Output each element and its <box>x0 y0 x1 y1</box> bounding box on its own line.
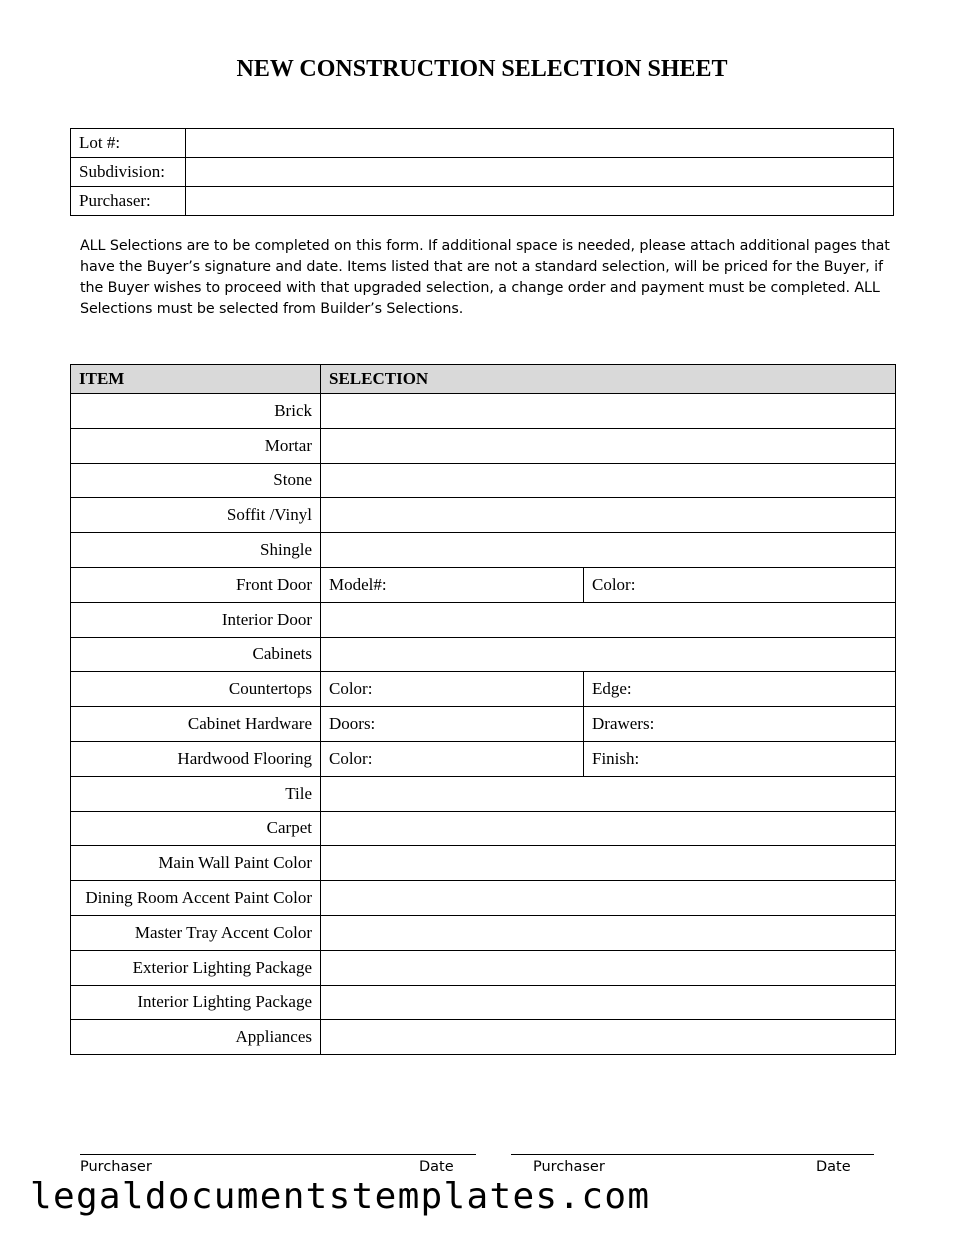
item-label: Countertops <box>71 672 321 707</box>
selection-row <box>71 985 896 1020</box>
item-label: Cabinets <box>71 637 321 672</box>
selection-row <box>71 707 896 742</box>
selection-field[interactable] <box>321 394 896 429</box>
selection-subfield[interactable]: Doors: <box>321 707 584 742</box>
selection-row <box>71 1020 896 1055</box>
selection-row <box>71 672 896 707</box>
selection-field[interactable] <box>321 428 896 463</box>
item-label: Front Door <box>71 567 321 602</box>
item-label: Brick <box>71 394 321 429</box>
selection-table-header <box>71 365 896 394</box>
selection-row <box>71 811 896 846</box>
selection-row <box>71 637 896 672</box>
item-header: ITEM <box>71 365 321 394</box>
selection-field[interactable] <box>321 776 896 811</box>
date-label-2: Date <box>816 1159 851 1175</box>
selection-field[interactable] <box>321 463 896 498</box>
item-label: Dining Room Accent Paint Color <box>71 881 321 916</box>
selection-field[interactable] <box>321 498 896 533</box>
subdivision-label: Subdivision: <box>71 158 186 187</box>
item-label: Interior Door <box>71 602 321 637</box>
selection-field[interactable] <box>321 846 896 881</box>
selection-field[interactable] <box>321 637 896 672</box>
selection-subfield[interactable]: Color: <box>584 567 896 602</box>
subdivision-field[interactable] <box>186 158 894 187</box>
watermark: legaldocumentstemplates.com <box>30 1176 651 1217</box>
selection-field[interactable] <box>321 950 896 985</box>
item-label: Cabinet Hardware <box>71 707 321 742</box>
selection-row <box>71 533 896 568</box>
selection-row <box>71 741 896 776</box>
selection-table-body <box>71 394 896 1055</box>
item-label: Main Wall Paint Color <box>71 846 321 881</box>
info-row-lot <box>71 129 894 158</box>
info-table <box>70 128 894 216</box>
item-label: Exterior Lighting Package <box>71 950 321 985</box>
lot-field[interactable] <box>186 129 894 158</box>
signature-line-2[interactable] <box>511 1154 874 1155</box>
item-label: Shingle <box>71 533 321 568</box>
item-label: Hardwood Flooring <box>71 741 321 776</box>
purchaser-label: Purchaser: <box>71 187 186 216</box>
selection-field[interactable] <box>321 915 896 950</box>
selection-subfield[interactable]: Finish: <box>584 741 896 776</box>
selection-subfield[interactable]: Color: <box>321 672 584 707</box>
lot-label: Lot #: <box>71 129 186 158</box>
item-label: Soffit /Vinyl <box>71 498 321 533</box>
item-label: Tile <box>71 776 321 811</box>
item-label: Mortar <box>71 428 321 463</box>
page-title: NEW CONSTRUCTION SELECTION SHEET <box>236 56 728 82</box>
selection-row <box>71 950 896 985</box>
signature-line-1[interactable] <box>80 1154 476 1155</box>
selection-field[interactable] <box>321 811 896 846</box>
intro-paragraph: ALL Selections are to be completed on this form. If additional space is needed, please attach additional pages that have the Buyer’s signature and date. Items listed that are not a standard selection, will be priced for the Buyer, if the Buyer wishes to proceed with that upgraded selection, a change order and payment must be completed. ALL Selections must be selected from Builder’s Selections. <box>80 238 890 317</box>
selection-row <box>71 915 896 950</box>
date-label-1: Date <box>419 1159 454 1175</box>
selection-subfield[interactable]: Model#: <box>321 567 584 602</box>
selection-row <box>71 567 896 602</box>
item-label: Appliances <box>71 1020 321 1055</box>
selection-subfield[interactable]: Edge: <box>584 672 896 707</box>
selection-subfield[interactable]: Color: <box>321 741 584 776</box>
selection-field[interactable] <box>321 1020 896 1055</box>
selection-row <box>71 428 896 463</box>
purchaser-label-2: Purchaser <box>533 1159 605 1175</box>
info-row-subdivision <box>71 158 894 187</box>
selection-field[interactable] <box>321 533 896 568</box>
selection-header: SELECTION <box>321 365 896 394</box>
selection-row <box>71 881 896 916</box>
selection-row <box>71 846 896 881</box>
purchaser-field[interactable] <box>186 187 894 216</box>
selection-field[interactable] <box>321 602 896 637</box>
item-label: Carpet <box>71 811 321 846</box>
selection-table <box>70 364 896 1055</box>
selection-row <box>71 776 896 811</box>
selection-field[interactable] <box>321 985 896 1020</box>
purchaser-label-1: Purchaser <box>80 1159 152 1175</box>
item-label: Master Tray Accent Color <box>71 915 321 950</box>
selection-row <box>71 602 896 637</box>
item-label: Stone <box>71 463 321 498</box>
item-label: Interior Lighting Package <box>71 985 321 1020</box>
selection-row <box>71 394 896 429</box>
selection-row <box>71 463 896 498</box>
selection-field[interactable] <box>321 881 896 916</box>
info-row-purchaser <box>71 187 894 216</box>
selection-subfield[interactable]: Drawers: <box>584 707 896 742</box>
selection-row <box>71 498 896 533</box>
